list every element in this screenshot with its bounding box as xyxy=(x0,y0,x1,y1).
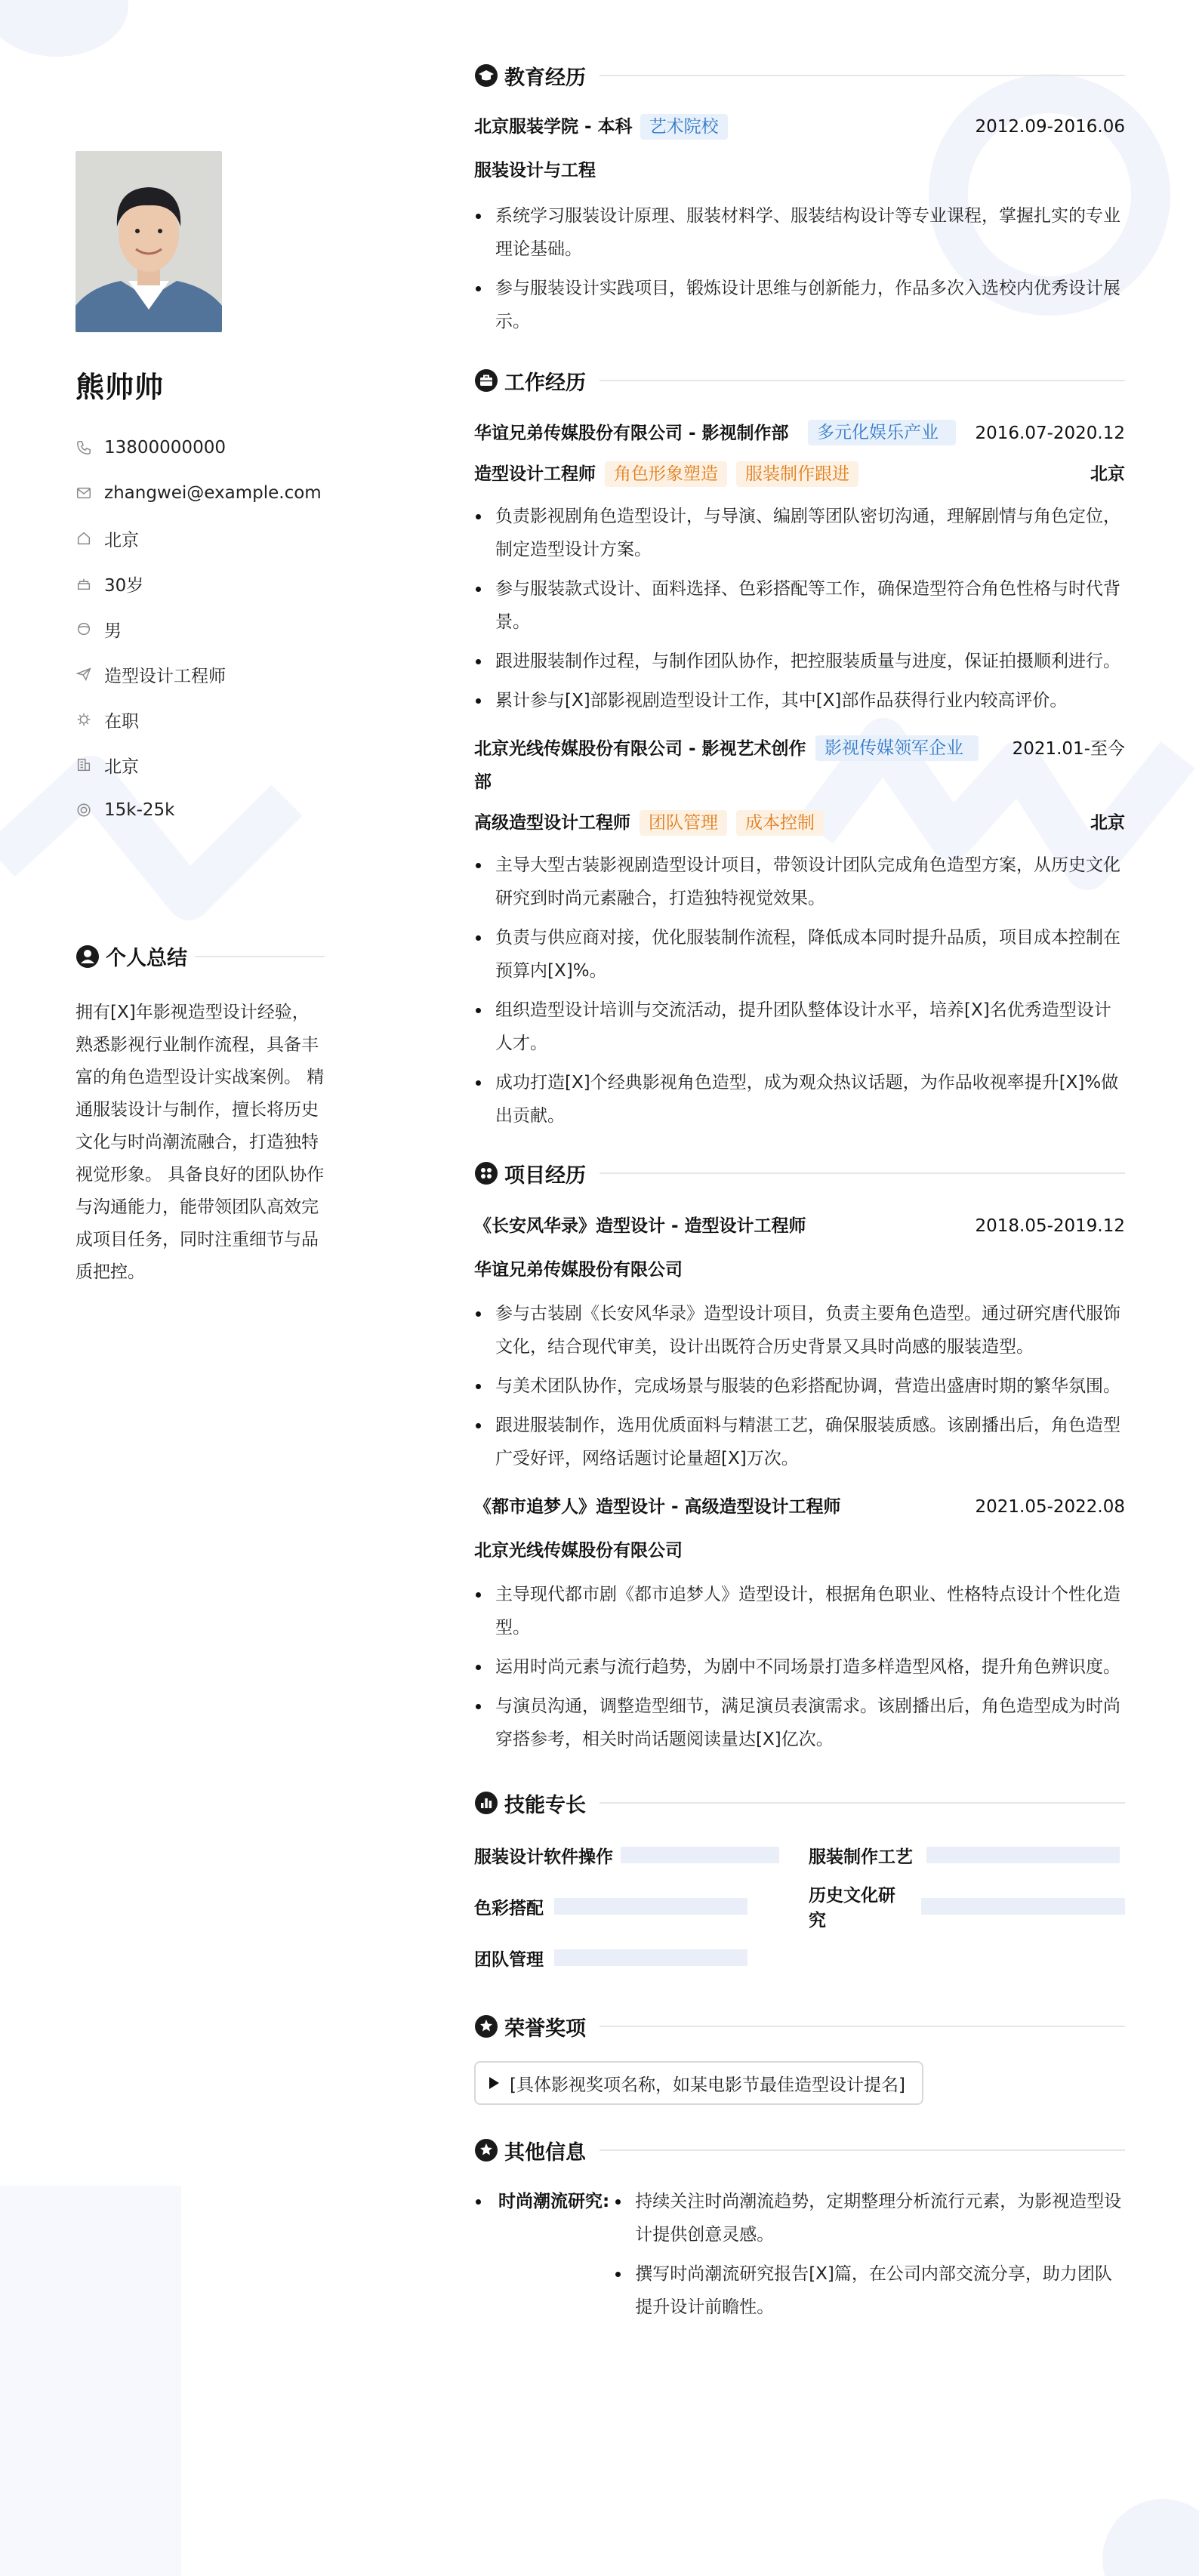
info-gender xyxy=(76,606,325,652)
gender-icon xyxy=(76,621,92,637)
city-text: 北京 xyxy=(104,530,139,550)
other-label: 时尚潮流研究: xyxy=(474,2185,609,2330)
work-city-text: 北京 xyxy=(104,756,139,777)
divider xyxy=(600,1172,1125,1174)
list-item: 成功打造[X]个经典影视角色造型，成为观众热议话题，为作品收视率提升[X]%做出贡献。 xyxy=(474,1066,1125,1132)
list-item: 撰写时尚潮流研究报告[X]篇，在公司内部交流分享，助力团队提升设计前瞻性。 xyxy=(614,2257,1125,2324)
skill-tag: 角色形象塑造 xyxy=(605,461,727,487)
projects-heading xyxy=(474,1155,1125,1191)
work-title: 工作经历 xyxy=(504,371,586,395)
info-email xyxy=(76,470,325,516)
divider xyxy=(600,380,1125,381)
skills-title: 技能专长 xyxy=(504,1793,586,1817)
info-icon xyxy=(474,2138,498,2162)
summary-text: 拥有[X]年影视造型设计经验，熟悉影视行业制作流程，具备丰富的角色造型设计实战案例。 精通服装设计与制作，擅长将历史文化与时尚潮流融合，打造独特视觉形象。 具备良好的团队协作与沟通能力，能带领团队高效完成项目任务，同时注重细节与品质把控。 xyxy=(76,1003,325,1282)
other-info-row xyxy=(474,2185,1125,2330)
skill-name: 服装设计软件操作 xyxy=(474,1847,613,1867)
list-item: 与美术团队协作，完成场景与服装的色彩搭配协调，营造出盛唐时期的繁华氛围。 xyxy=(474,1370,1125,1403)
info-age xyxy=(76,561,325,606)
list-item: 累计参与[X]部影视剧造型设计工作，其中[X]部作品获得行业内较高评价。 xyxy=(474,684,1125,717)
skill-item xyxy=(474,1838,791,1872)
skill-tag: 团队管理 xyxy=(640,810,727,836)
status-icon xyxy=(76,711,92,728)
project-date: 2021.05-2022.08 xyxy=(975,1497,1125,1517)
company-tag: 影视传媒领军企业 xyxy=(815,735,979,761)
education-heading xyxy=(474,57,1125,94)
mail-icon xyxy=(76,485,92,501)
info-position xyxy=(76,652,325,697)
major-name: 服装设计与工程 xyxy=(474,161,596,180)
divider xyxy=(600,2026,1125,2027)
education-entry xyxy=(474,110,1125,338)
list-item: 参与服装款式设计、面料选择、色彩搭配等工作，确保造型符合角色性格与时代背景。 xyxy=(474,572,1125,639)
honors-title: 荣誉奖项 xyxy=(504,2017,586,2041)
summary-title: 个人总结 xyxy=(106,947,187,970)
list-item: 负责影视剧角色造型设计，与导演、编剧等团队密切沟通，理解剧情与角色定位，制定造型设计方案。 xyxy=(474,500,1125,566)
job-entry xyxy=(474,417,1125,717)
info-salary xyxy=(76,787,325,833)
list-item: 跟进服装制作过程，与制作团队协作，把控服装质量与进度，保证拍摄顺利进行。 xyxy=(474,645,1125,678)
avatar xyxy=(76,151,222,332)
work-heading xyxy=(474,362,1125,399)
skill-level-bar xyxy=(554,1949,747,1966)
job-location: 北京 xyxy=(1090,464,1125,484)
skill-tag: 成本控制 xyxy=(736,810,824,836)
skill-name: 色彩搭配 xyxy=(474,1898,544,1918)
project-entry xyxy=(474,1209,1125,1475)
decor-circle xyxy=(0,0,128,57)
job-role: 造型设计工程师 xyxy=(474,464,596,484)
skill-name: 历史文化研究 xyxy=(809,1886,895,1930)
bar-chart-icon xyxy=(474,1791,498,1815)
play-icon xyxy=(489,2077,499,2089)
list-item: 跟进服装制作，选用优质面料与精湛工艺，确保服装质感。该剧播出后，角色造型广受好评，网络话题讨论量超[X]万次。 xyxy=(474,1409,1125,1475)
skill-level-bar xyxy=(921,1898,1125,1915)
skill-item xyxy=(474,1940,791,1975)
gender-text: 男 xyxy=(104,621,122,641)
salary-text: 15k-25k xyxy=(104,800,175,820)
decor-circle-bottom xyxy=(1102,2499,1199,2576)
email-text: zhangwei@example.com xyxy=(104,483,322,503)
other-title: 其他信息 xyxy=(504,2140,586,2165)
project-name: 《长安风华录》造型设计 - 造型设计工程师 xyxy=(474,1216,806,1236)
building-icon xyxy=(76,756,92,773)
skill-name: 服装制作工艺 xyxy=(809,1847,913,1867)
divider xyxy=(195,956,325,957)
info-status xyxy=(76,697,325,742)
phone-icon xyxy=(76,439,92,456)
age-text: 30岁 xyxy=(104,575,144,596)
list-item: 参与古装剧《长安风华录》造型设计项目，负责主要角色造型。通过研究唐代服饰文化，结合现代审美，设计出既符合历史背景又具时尚感的服装造型。 xyxy=(474,1297,1125,1363)
user-icon xyxy=(76,944,100,969)
school-tag: 艺术院校 xyxy=(640,114,728,140)
decor-block xyxy=(0,2186,181,2576)
divider xyxy=(600,2149,1125,2151)
skills-heading xyxy=(474,1785,1125,1821)
list-item: 持续关注时尚潮流趋势，定期整理分析流行元素，为影视造型设计提供创意灵感。 xyxy=(614,2185,1125,2251)
project-company: 北京光线传媒股份有限公司 xyxy=(474,1541,683,1561)
skill-level-bar xyxy=(554,1898,747,1915)
job-date: 2021.01-至今 xyxy=(1012,739,1125,759)
honor-text: [具体影视奖项名称，如某电影节最佳造型设计提名] xyxy=(510,2075,905,2095)
skill-item xyxy=(809,1886,1125,1930)
list-item: 与演员沟通，调整造型细节，满足演员表演需求。该剧播出后，角色造型成为时尚穿搭参考，相关时尚话题阅读量达[X]亿次。 xyxy=(474,1690,1125,1756)
grid-icon xyxy=(474,1161,498,1185)
skill-level-bar xyxy=(926,1847,1120,1863)
skills-grid xyxy=(474,1838,1125,1975)
job-company: 北京光线传媒股份有限公司 - 影视艺术创作部 xyxy=(474,739,806,792)
education-title: 教育经历 xyxy=(504,66,586,90)
job-entry xyxy=(474,732,1125,1132)
honor-item xyxy=(474,2061,923,2105)
summary-heading xyxy=(76,941,325,971)
info-phone xyxy=(76,425,325,470)
position-text: 造型设计工程师 xyxy=(104,666,226,686)
project-company: 华谊兄弟传媒股份有限公司 xyxy=(474,1260,683,1280)
skill-item xyxy=(474,1889,791,1924)
project-name: 《都市追梦人》造型设计 - 高级造型设计工程师 xyxy=(474,1497,841,1517)
skill-tag: 服装制作跟进 xyxy=(736,461,858,487)
list-item: 参与服装设计实践项目，锻炼设计思维与创新能力，作品多次入选校内优秀设计展示。 xyxy=(474,272,1125,338)
other-heading xyxy=(474,2132,1125,2168)
contact-info-list xyxy=(76,425,325,833)
divider xyxy=(600,1802,1125,1804)
project-entry xyxy=(474,1490,1125,1756)
skill-level-bar xyxy=(621,1847,779,1863)
list-item: 组织造型设计培训与交流活动，提升团队整体设计水平，培养[X]名优秀造型设计人才。 xyxy=(474,994,1125,1060)
skill-name: 团队管理 xyxy=(474,1949,544,1970)
info-work-city xyxy=(76,742,325,787)
briefcase-icon xyxy=(474,368,498,393)
divider xyxy=(600,75,1125,76)
job-role: 高级造型设计工程师 xyxy=(474,813,630,833)
list-item: 负责与供应商对接，优化服装制作流程，降低成本同时提升品质，项目成本控制在预算内[X]%。 xyxy=(474,921,1125,988)
list-item: 系统学习服装设计原理、服装材料学、服装结构设计等专业课程，掌握扎实的专业理论基础。 xyxy=(474,199,1125,266)
job-location: 北京 xyxy=(1090,813,1125,833)
job-date: 2016.07-2020.12 xyxy=(975,424,1125,443)
list-item: 主导现代都市剧《都市追梦人》造型设计，根据角色职业、性格特点设计个性化造型。 xyxy=(474,1578,1125,1644)
list-item: 主导大型古装影视剧造型设计项目，带领设计团队完成角色造型方案，从历史文化研究到时尚元素融合，打造独特视觉效果。 xyxy=(474,849,1125,915)
main-content xyxy=(474,57,1125,2330)
home-icon xyxy=(76,530,92,547)
list-item: 运用时尚元素与流行趋势，为剧中不同场景打造多样造型风格，提升角色辨识度。 xyxy=(474,1650,1125,1684)
profile-name: 熊帅帅 xyxy=(76,371,165,404)
school-name: 北京服装学院 - 本科 xyxy=(474,117,633,137)
project-date: 2018.05-2019.12 xyxy=(975,1216,1125,1236)
sidebar xyxy=(76,151,325,833)
phone-text: 13800000000 xyxy=(104,438,226,458)
projects-title: 项目经历 xyxy=(504,1163,586,1188)
education-date: 2012.09-2016.06 xyxy=(975,117,1125,137)
send-icon xyxy=(76,666,92,683)
info-city xyxy=(76,516,325,561)
graduation-cap-icon xyxy=(474,63,498,88)
cake-icon xyxy=(76,575,92,592)
honors-heading xyxy=(474,2008,1125,2044)
company-tag: 多元化娱乐产业 xyxy=(808,420,956,445)
job-company: 华谊兄弟传媒股份有限公司 - 影视制作部 xyxy=(474,424,789,443)
skill-item xyxy=(809,1838,1125,1872)
status-text: 在职 xyxy=(104,711,139,732)
award-icon xyxy=(474,2014,498,2038)
salary-icon xyxy=(76,802,92,818)
